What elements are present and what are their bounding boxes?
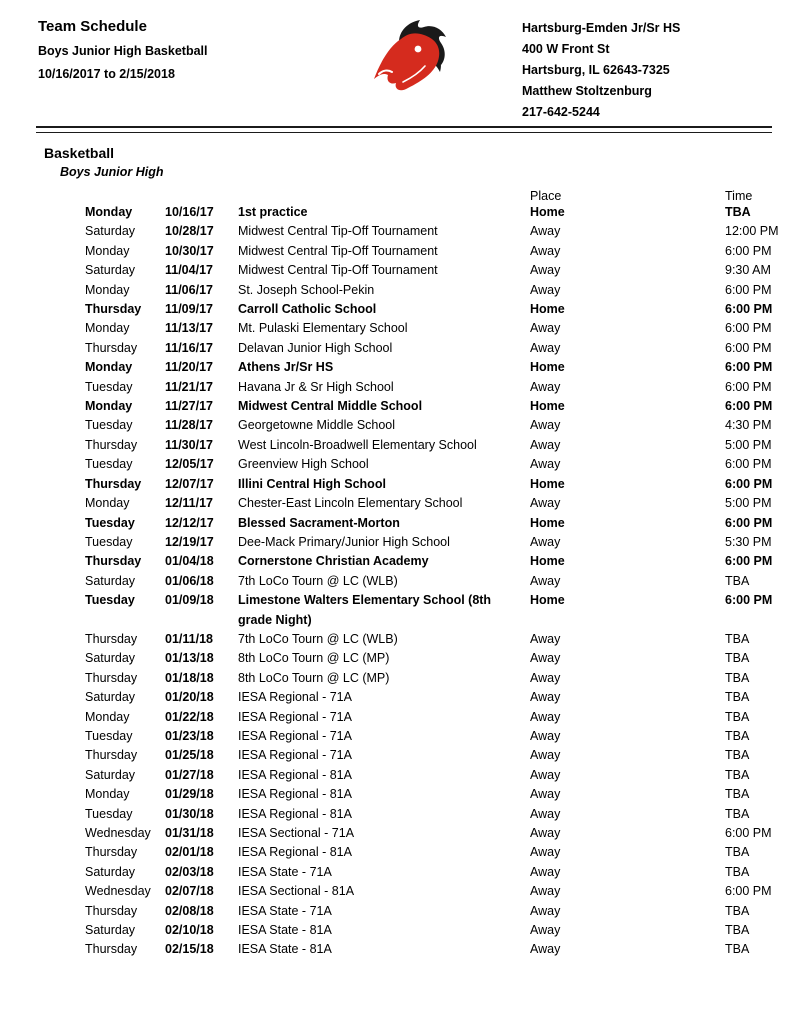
cell-date: 01/23/18 xyxy=(165,728,214,743)
cell-date: 11/06/17 xyxy=(165,282,213,297)
cell-day: Monday xyxy=(85,496,130,511)
cell-day: Monday xyxy=(85,321,130,336)
cell-time: 6:00 PM xyxy=(725,321,772,336)
cell-event: Midwest Central Tip-Off Tournament xyxy=(238,224,438,239)
table-row xyxy=(85,455,782,474)
table-row xyxy=(85,222,782,241)
cell-day: Thursday xyxy=(85,340,138,355)
cell-place: Away xyxy=(530,418,561,433)
season-date-range: 10/16/2017 to 2/15/2018 xyxy=(38,67,175,81)
cell-place: Away xyxy=(530,690,561,705)
team-name: Boys Junior High Basketball xyxy=(38,44,208,58)
cell-time: TBA xyxy=(725,767,750,782)
cell-date: 01/13/18 xyxy=(165,651,214,666)
cell-time: TBA xyxy=(725,845,750,860)
cell-place: Home xyxy=(530,302,565,317)
cell-day: Monday xyxy=(85,709,130,724)
page-title: Team Schedule xyxy=(38,18,147,35)
cell-time: 6:00 PM xyxy=(725,826,772,840)
cell-place: Away xyxy=(530,437,561,452)
cell-place: Home xyxy=(530,476,565,491)
cell-event: IESA Regional - 81A xyxy=(238,806,352,821)
table-row xyxy=(85,805,782,824)
cell-event: IESA Regional - 81A xyxy=(238,767,352,782)
table-row xyxy=(85,533,782,552)
cell-day: Tuesday xyxy=(85,515,135,530)
table-column-headers xyxy=(85,189,782,203)
cell-event: Mt. Pulaski Elementary School xyxy=(238,321,408,336)
table-row xyxy=(85,378,782,397)
table-row xyxy=(85,688,782,707)
column-header-time: Time xyxy=(725,189,753,203)
table-row xyxy=(85,494,782,513)
cell-day: Wednesday xyxy=(85,826,151,840)
cell-date: 11/21/17 xyxy=(165,379,213,394)
cell-event: Midwest Central Tip-Off Tournament xyxy=(238,243,438,258)
cell-event: IESA Sectional - 81A xyxy=(238,884,355,899)
cell-day: Saturday xyxy=(85,573,136,588)
cell-day: Saturday xyxy=(85,690,136,705)
cell-day: Saturday xyxy=(85,263,136,278)
cell-date: 11/09/17 xyxy=(165,302,213,317)
cell-place: Away xyxy=(530,787,561,802)
cell-day: Thursday xyxy=(85,670,138,685)
table-row xyxy=(85,746,782,765)
cell-date: 01/30/18 xyxy=(165,806,214,821)
table-row xyxy=(85,261,782,280)
cell-event: Illini Central High School xyxy=(238,476,386,491)
cell-place: Away xyxy=(530,457,561,472)
table-row xyxy=(85,572,782,591)
cell-place: Away xyxy=(530,923,561,938)
table-row xyxy=(85,708,782,727)
school-name: Hartsburg-Emden Jr/Sr HS xyxy=(522,21,681,35)
cell-event: Midwest Central Middle School xyxy=(238,399,423,414)
cell-place: Away xyxy=(530,767,561,782)
cell-place: Away xyxy=(530,903,561,918)
cell-place: Away xyxy=(530,826,561,840)
cell-time: 6:00 PM xyxy=(725,476,773,491)
cell-place: Home xyxy=(530,205,565,219)
cell-place: Away xyxy=(530,496,561,511)
cell-date: 12/05/17 xyxy=(165,457,214,472)
cell-place: Away xyxy=(530,806,561,821)
cell-event: Carroll Catholic School xyxy=(238,302,377,317)
cell-place: Home xyxy=(530,515,565,530)
cell-time: 5:00 PM xyxy=(725,496,772,511)
cell-date: 11/27/17 xyxy=(165,399,213,414)
cell-time: TBA xyxy=(725,942,750,957)
cell-date: 02/15/18 xyxy=(165,942,214,957)
cell-time: TBA xyxy=(725,670,750,685)
cell-date: 01/04/18 xyxy=(165,554,214,569)
table-row xyxy=(85,436,782,455)
cell-date: 01/29/18 xyxy=(165,787,214,802)
cell-day: Thursday xyxy=(85,845,138,860)
cell-day: Monday xyxy=(85,243,130,258)
table-row xyxy=(85,863,782,882)
cell-place: Away xyxy=(530,379,561,394)
table-row xyxy=(85,630,782,649)
cell-date: 01/09/18 xyxy=(165,593,214,608)
cell-day: Thursday xyxy=(85,302,142,317)
cell-time: 6:00 PM xyxy=(725,515,773,530)
schedule-rows xyxy=(0,203,800,960)
cell-place: Home xyxy=(530,593,565,608)
cell-place: Home xyxy=(530,554,565,569)
cell-date: 01/22/18 xyxy=(165,709,214,724)
cell-time: 6:00 PM xyxy=(725,282,772,297)
document-header xyxy=(0,0,800,124)
cell-day: Tuesday xyxy=(85,534,133,549)
cell-date: 01/18/18 xyxy=(165,670,214,685)
cell-time: TBA xyxy=(725,728,750,743)
cell-time: 6:00 PM xyxy=(725,593,773,608)
cell-day: Saturday xyxy=(85,767,136,782)
cell-event: IESA Regional - 71A xyxy=(238,709,352,724)
cell-time: 6:00 PM xyxy=(725,399,773,414)
school-logo-container xyxy=(310,16,522,101)
cell-day: Tuesday xyxy=(85,593,135,608)
cell-time: TBA xyxy=(725,923,750,938)
cell-place: Away xyxy=(530,884,561,899)
cell-place: Away xyxy=(530,224,561,239)
cell-day: Thursday xyxy=(85,554,142,569)
cell-event: Cornerstone Christian Academy xyxy=(238,554,429,569)
cell-time: 5:30 PM xyxy=(725,534,772,549)
cell-place: Away xyxy=(530,263,561,278)
cell-time: TBA xyxy=(725,903,750,918)
cell-event: Havana Jr & Sr High School xyxy=(238,379,394,394)
cell-day: Monday xyxy=(85,399,133,414)
cell-event: IESA Regional - 71A xyxy=(238,728,352,743)
cell-event: Athens Jr/Sr HS xyxy=(238,360,334,375)
cell-time: 6:00 PM xyxy=(725,302,773,317)
cell-day: Tuesday xyxy=(85,379,133,394)
header-divider xyxy=(36,126,772,133)
cell-place: Away xyxy=(530,670,561,685)
schedule-table xyxy=(0,189,800,960)
cell-event: IESA State - 71A xyxy=(238,864,332,879)
table-row xyxy=(85,281,782,300)
cell-day: Saturday xyxy=(85,864,136,879)
cell-date: 01/06/18 xyxy=(165,573,214,588)
cell-place: Away xyxy=(530,864,561,879)
cell-date: 02/07/18 xyxy=(165,884,214,899)
cell-day: Tuesday xyxy=(85,418,133,433)
cell-day: Wednesday xyxy=(85,884,151,899)
cell-event: Dee-Mack Primary/Junior High School xyxy=(238,534,450,549)
cell-time: 6:00 PM xyxy=(725,379,772,394)
cell-date: 11/30/17 xyxy=(165,437,213,452)
cell-date: 02/10/18 xyxy=(165,923,214,938)
cell-event: IESA State - 81A xyxy=(238,942,332,957)
cell-event: Blessed Sacrament-Morton xyxy=(238,515,400,530)
cell-day: Thursday xyxy=(85,942,138,957)
cell-event: IESA State - 71A xyxy=(238,903,332,918)
header-left-block xyxy=(38,16,310,81)
cell-time: TBA xyxy=(725,205,751,219)
cell-event: IESA Regional - 71A xyxy=(238,690,352,705)
table-row xyxy=(85,397,782,416)
cell-date: 02/01/18 xyxy=(165,845,214,860)
table-row xyxy=(85,824,782,843)
cell-day: Thursday xyxy=(85,437,138,452)
cell-day: Tuesday xyxy=(85,457,133,472)
cell-event: 8th LoCo Tourn @ LC (MP) xyxy=(238,670,390,685)
table-row xyxy=(85,649,782,668)
cell-date: 12/19/17 xyxy=(165,534,214,549)
cell-event: West Lincoln-Broadwell Elementary School xyxy=(238,437,477,452)
cell-time: TBA xyxy=(725,748,750,763)
cell-event: 8th LoCo Tourn @ LC (MP) xyxy=(238,651,390,666)
cell-time: 6:00 PM xyxy=(725,360,773,375)
mustang-head-logo-icon xyxy=(369,18,463,101)
table-row xyxy=(85,552,782,571)
cell-day: Thursday xyxy=(85,748,138,763)
cell-event: 7th LoCo Tourn @ LC (WLB) xyxy=(238,631,398,646)
column-header-place: Place xyxy=(530,189,562,203)
cell-event: IESA Regional - 71A xyxy=(238,748,352,763)
cell-event: Limestone Walters Elementary School (8th grade Night) xyxy=(238,593,492,627)
cell-time: TBA xyxy=(725,806,750,821)
table-row xyxy=(85,514,782,533)
table-row xyxy=(85,669,782,688)
cell-event: 1st practice xyxy=(238,205,308,219)
cell-day: Monday xyxy=(85,360,133,375)
cell-date: 11/04/17 xyxy=(165,263,213,278)
cell-date: 01/25/18 xyxy=(165,748,214,763)
cell-time: TBA xyxy=(725,631,750,646)
table-row xyxy=(85,727,782,746)
cell-event: Delavan Junior High School xyxy=(238,340,393,355)
cell-place: Away xyxy=(530,631,561,646)
contact-phone: 217-642-5244 xyxy=(522,105,600,119)
cell-day: Saturday xyxy=(85,923,136,938)
cell-date: 01/27/18 xyxy=(165,767,214,782)
cell-date: 01/11/18 xyxy=(165,631,213,646)
table-row xyxy=(85,940,782,959)
header-contact-block xyxy=(522,16,774,123)
cell-date: 12/12/17 xyxy=(165,515,214,530)
cell-date: 12/11/17 xyxy=(165,496,213,511)
cell-day: Monday xyxy=(85,787,130,802)
cell-time: TBA xyxy=(725,787,750,802)
cell-place: Away xyxy=(530,243,561,258)
cell-date: 10/16/17 xyxy=(165,205,214,219)
cell-event: IESA Regional - 81A xyxy=(238,787,352,802)
cell-date: 12/07/17 xyxy=(165,476,214,491)
cell-place: Home xyxy=(530,399,565,414)
cell-time: 6:00 PM xyxy=(725,243,772,258)
cell-time: 6:00 PM xyxy=(725,884,772,899)
table-row xyxy=(85,300,782,319)
cell-day: Thursday xyxy=(85,903,138,918)
cell-place: Away xyxy=(530,709,561,724)
table-row xyxy=(85,766,782,785)
cell-event: IESA Sectional - 71A xyxy=(238,826,355,840)
table-row xyxy=(85,785,782,804)
cell-day: Thursday xyxy=(85,631,138,646)
cell-place: Away xyxy=(530,534,561,549)
table-row xyxy=(85,921,782,940)
cell-place: Away xyxy=(530,748,561,763)
cell-day: Thursday xyxy=(85,476,142,491)
cell-time: TBA xyxy=(725,690,750,705)
cell-date: 11/16/17 xyxy=(165,340,213,355)
cell-place: Away xyxy=(530,942,561,957)
cell-date: 01/31/18 xyxy=(165,826,214,840)
contact-name: Matthew Stoltzenburg xyxy=(522,84,652,98)
cell-date: 10/28/17 xyxy=(165,224,214,239)
cell-day: Tuesday xyxy=(85,806,133,821)
cell-time: TBA xyxy=(725,651,750,666)
cell-time: 12:00 PM xyxy=(725,224,779,239)
table-row xyxy=(85,339,782,358)
table-row xyxy=(85,475,782,494)
cell-place: Away xyxy=(530,651,561,666)
cell-event: Chester-East Lincoln Elementary School xyxy=(238,496,463,511)
cell-event: 7th LoCo Tourn @ LC (WLB) xyxy=(238,573,398,588)
cell-place: Away xyxy=(530,845,561,860)
cell-day: Monday xyxy=(85,205,133,219)
cell-place: Away xyxy=(530,728,561,743)
table-row xyxy=(85,843,782,862)
cell-day: Saturday xyxy=(85,651,136,666)
cell-time: TBA xyxy=(725,709,750,724)
table-row xyxy=(85,242,782,261)
sport-section-title: Basketball xyxy=(44,145,115,161)
cell-time: TBA xyxy=(725,573,750,588)
cell-date: 01/20/18 xyxy=(165,690,214,705)
school-address-line1: 400 W Front St xyxy=(522,42,610,56)
cell-event: IESA Regional - 81A xyxy=(238,845,352,860)
cell-date: 11/20/17 xyxy=(165,360,213,375)
cell-event: Georgetowne Middle School xyxy=(238,418,396,433)
cell-place: Home xyxy=(530,360,565,375)
cell-place: Away xyxy=(530,321,561,336)
cell-event: IESA State - 81A xyxy=(238,923,332,938)
cell-event: Greenview High School xyxy=(238,457,369,472)
cell-time: 6:00 PM xyxy=(725,457,772,472)
cell-time: 6:00 PM xyxy=(725,340,772,355)
cell-date: 11/28/17 xyxy=(165,418,213,433)
cell-time: TBA xyxy=(725,864,750,879)
cell-day: Saturday xyxy=(85,224,136,239)
school-address-line2: Hartsburg, IL 62643-7325 xyxy=(522,63,670,77)
cell-time: 5:00 PM xyxy=(725,437,772,452)
table-row xyxy=(85,319,782,338)
table-row xyxy=(85,882,782,901)
cell-day: Tuesday xyxy=(85,728,133,743)
cell-event: St. Joseph School-Pekin xyxy=(238,282,375,297)
cell-place: Away xyxy=(530,282,561,297)
cell-event: Midwest Central Tip-Off Tournament xyxy=(238,263,438,278)
cell-date: 02/03/18 xyxy=(165,864,214,879)
cell-time: 6:00 PM xyxy=(725,554,773,569)
cell-place: Away xyxy=(530,340,561,355)
cell-date: 11/13/17 xyxy=(165,321,213,336)
cell-place: Away xyxy=(530,573,561,588)
table-row xyxy=(85,591,782,630)
cell-time: 9:30 AM xyxy=(725,263,771,278)
cell-time: 4:30 PM xyxy=(725,418,772,433)
cell-date: 10/30/17 xyxy=(165,243,214,258)
team-level-subtitle: Boys Junior High xyxy=(60,165,164,179)
table-row xyxy=(85,358,782,377)
table-row xyxy=(85,902,782,921)
cell-date: 02/08/18 xyxy=(165,903,214,918)
cell-day: Monday xyxy=(85,282,130,297)
table-row xyxy=(85,203,782,222)
table-row xyxy=(85,416,782,435)
